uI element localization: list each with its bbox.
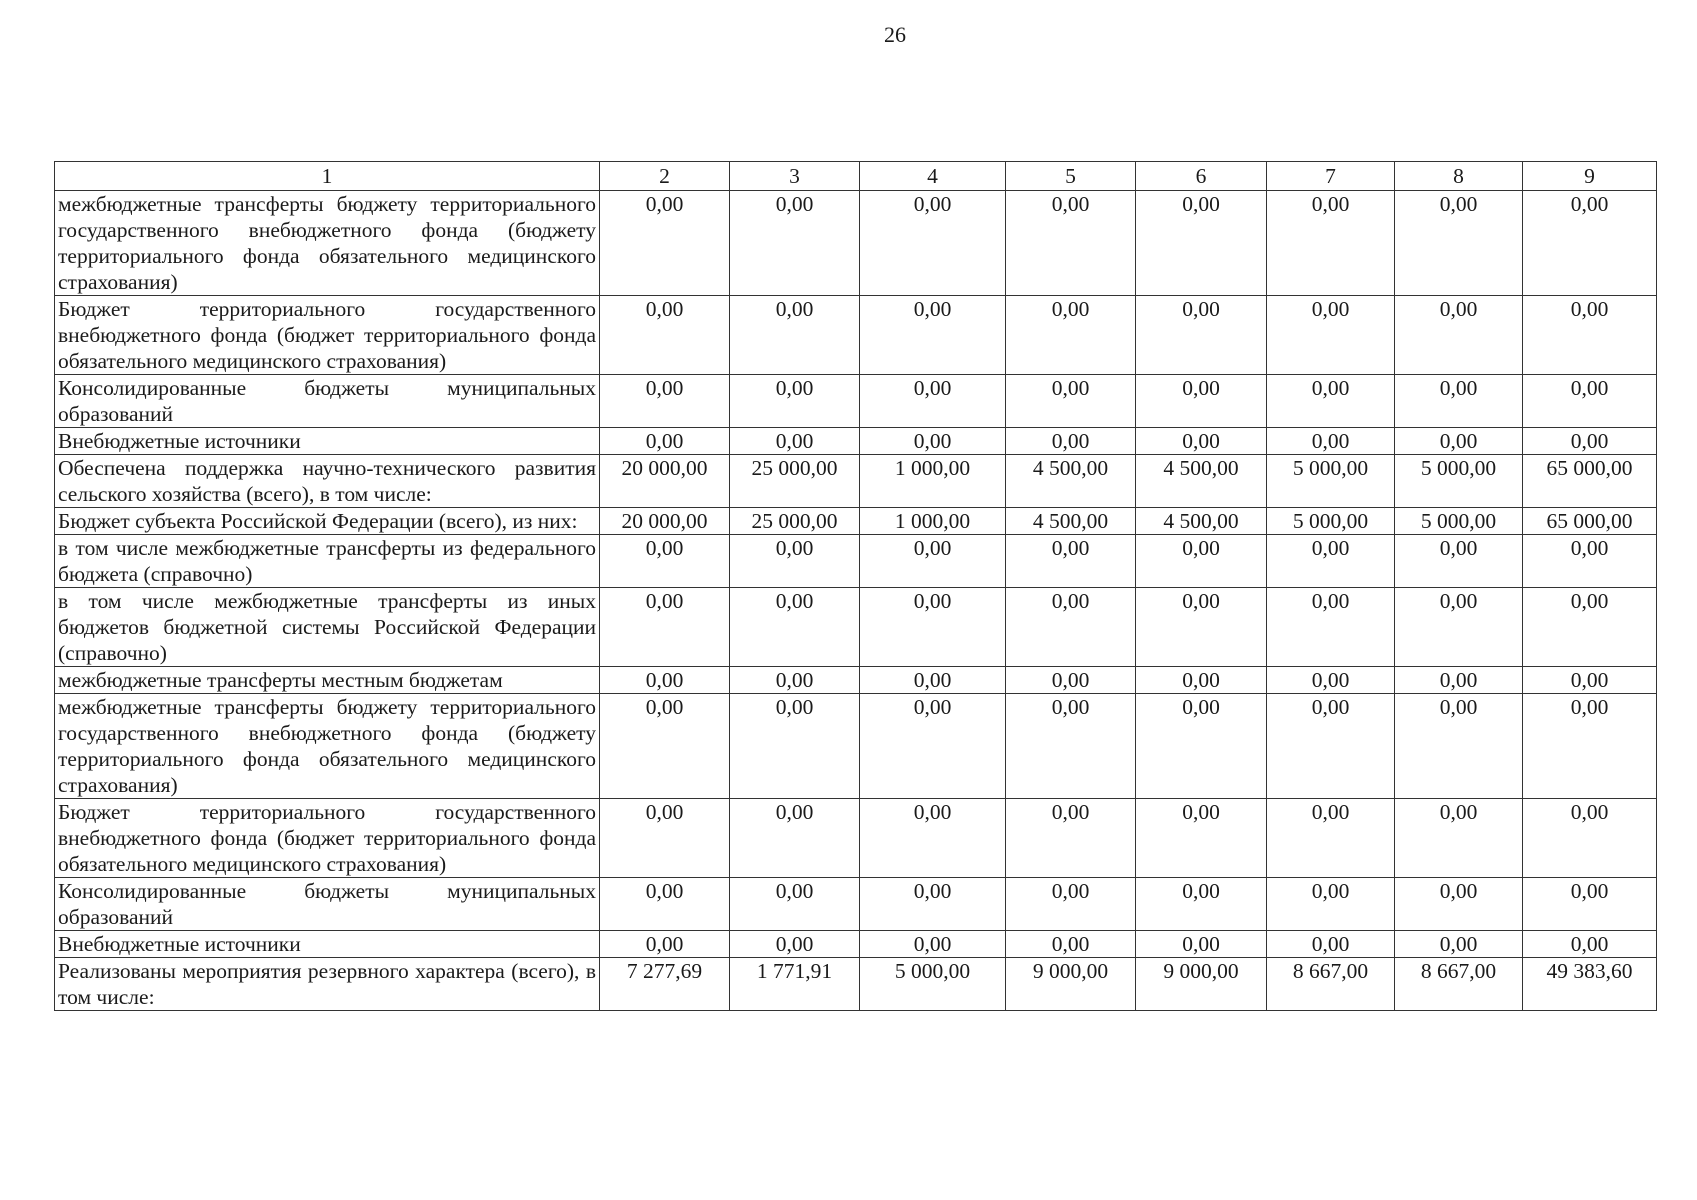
table-row: [55, 588, 1657, 667]
value-cell: 0,00: [1395, 296, 1523, 375]
value-cell: 0,00: [860, 799, 1006, 878]
value-cell: 65 000,00: [1523, 455, 1657, 508]
value-cell: 0,00: [1523, 375, 1657, 428]
value-cell: 0,00: [730, 296, 860, 375]
table-row: [55, 455, 1657, 508]
table-row: [55, 694, 1657, 799]
value-cell: 0,00: [860, 191, 1006, 296]
value-cell: 0,00: [860, 375, 1006, 428]
value-cell: 0,00: [730, 667, 860, 694]
value-cell: 0,00: [600, 878, 730, 931]
value-cell: 0,00: [1006, 878, 1136, 931]
value-cell: 0,00: [1267, 535, 1395, 588]
value-cell: 0,00: [1006, 191, 1136, 296]
value-cell: 0,00: [730, 375, 860, 428]
value-cell: 0,00: [1136, 191, 1267, 296]
value-cell: 0,00: [1523, 931, 1657, 958]
value-cell: 0,00: [1523, 191, 1657, 296]
value-cell: 25 000,00: [730, 455, 860, 508]
value-cell: 0,00: [860, 931, 1006, 958]
value-cell: 0,00: [600, 375, 730, 428]
column-header-1: 1: [55, 162, 600, 191]
value-cell: 65 000,00: [1523, 508, 1657, 535]
table-row: [55, 878, 1657, 931]
value-cell: 0,00: [860, 428, 1006, 455]
row-label: Внебюджетные источники: [55, 428, 600, 455]
value-cell: 0,00: [1267, 799, 1395, 878]
row-label: в том числе межбюджетные трансферты из иных бюджетов бюджетной системы Российской Федерации (справочно): [55, 588, 600, 667]
value-cell: 1 771,91: [730, 958, 860, 1011]
value-cell: 0,00: [730, 191, 860, 296]
value-cell: 0,00: [1395, 588, 1523, 667]
table-row: [55, 958, 1657, 1011]
row-label: межбюджетные трансферты местным бюджетам: [55, 667, 600, 694]
value-cell: 0,00: [730, 428, 860, 455]
value-cell: 0,00: [600, 296, 730, 375]
value-cell: 0,00: [600, 191, 730, 296]
column-header-3: 3: [730, 162, 860, 191]
value-cell: 0,00: [1136, 667, 1267, 694]
column-header-2: 2: [600, 162, 730, 191]
value-cell: 0,00: [1006, 375, 1136, 428]
row-label: Консолидированные бюджеты муниципальных образований: [55, 375, 600, 428]
value-cell: 0,00: [1136, 428, 1267, 455]
value-cell: 0,00: [1523, 296, 1657, 375]
value-cell: 0,00: [1136, 878, 1267, 931]
budget-table: [54, 161, 1657, 1011]
value-cell: 5 000,00: [1395, 508, 1523, 535]
value-cell: 0,00: [1267, 878, 1395, 931]
value-cell: 0,00: [860, 667, 1006, 694]
value-cell: 0,00: [1267, 588, 1395, 667]
value-cell: 0,00: [1267, 694, 1395, 799]
table-row: [55, 931, 1657, 958]
row-label: межбюджетные трансферты бюджету территориального государственного внебюджетного фонда (бюджету территориального фонда обязательного медицинского страхования): [55, 694, 600, 799]
value-cell: 0,00: [1006, 296, 1136, 375]
value-cell: 0,00: [600, 428, 730, 455]
column-header-6: 6: [1136, 162, 1267, 191]
value-cell: 4 500,00: [1006, 508, 1136, 535]
table-row: [55, 667, 1657, 694]
value-cell: 0,00: [730, 799, 860, 878]
value-cell: 0,00: [1267, 931, 1395, 958]
value-cell: 0,00: [730, 535, 860, 588]
value-cell: 5 000,00: [1395, 455, 1523, 508]
value-cell: 0,00: [1006, 535, 1136, 588]
value-cell: 0,00: [1395, 375, 1523, 428]
value-cell: 4 500,00: [1136, 508, 1267, 535]
value-cell: 0,00: [1267, 296, 1395, 375]
value-cell: 0,00: [730, 694, 860, 799]
row-label: Бюджет субъекта Российской Федерации (всего), из них:: [55, 508, 600, 535]
column-header-5: 5: [1006, 162, 1136, 191]
table-body: [55, 191, 1657, 1011]
column-header-9: 9: [1523, 162, 1657, 191]
value-cell: 0,00: [1395, 878, 1523, 931]
value-cell: 0,00: [1136, 588, 1267, 667]
table-row: [55, 799, 1657, 878]
value-cell: 0,00: [1523, 428, 1657, 455]
value-cell: 0,00: [1267, 191, 1395, 296]
page-number: 26: [884, 22, 906, 47]
value-cell: 25 000,00: [730, 508, 860, 535]
value-cell: 8 667,00: [1395, 958, 1523, 1011]
value-cell: 20 000,00: [600, 455, 730, 508]
row-label: в том числе межбюджетные трансферты из федерального бюджета (справочно): [55, 535, 600, 588]
row-label: межбюджетные трансферты бюджету территориального государственного внебюджетного фонда (бюджету территориального фонда обязательного медицинского страхования): [55, 191, 600, 296]
value-cell: 0,00: [1523, 694, 1657, 799]
value-cell: 0,00: [1006, 931, 1136, 958]
row-label: Реализованы мероприятия резервного характера (всего), в том числе:: [55, 958, 600, 1011]
budget-table-container: [54, 161, 1656, 1011]
value-cell: 4 500,00: [1136, 455, 1267, 508]
value-cell: 0,00: [600, 588, 730, 667]
value-cell: 0,00: [1523, 878, 1657, 931]
value-cell: 0,00: [1136, 375, 1267, 428]
value-cell: 0,00: [1395, 667, 1523, 694]
value-cell: 0,00: [1523, 799, 1657, 878]
value-cell: 0,00: [1523, 535, 1657, 588]
value-cell: 7 277,69: [600, 958, 730, 1011]
table-row: [55, 428, 1657, 455]
value-cell: 0,00: [860, 694, 1006, 799]
value-cell: 0,00: [860, 878, 1006, 931]
table-row: [55, 508, 1657, 535]
value-cell: 0,00: [600, 667, 730, 694]
value-cell: 0,00: [1136, 931, 1267, 958]
column-header-7: 7: [1267, 162, 1395, 191]
value-cell: 0,00: [1523, 667, 1657, 694]
value-cell: 0,00: [1523, 588, 1657, 667]
value-cell: 0,00: [600, 799, 730, 878]
column-header-8: 8: [1395, 162, 1523, 191]
value-cell: 0,00: [860, 296, 1006, 375]
row-label: Консолидированные бюджеты муниципальных образований: [55, 878, 600, 931]
value-cell: 0,00: [860, 535, 1006, 588]
value-cell: 1 000,00: [860, 508, 1006, 535]
value-cell: 8 667,00: [1267, 958, 1395, 1011]
value-cell: 0,00: [1267, 375, 1395, 428]
row-label: Бюджет территориального государственного внебюджетного фонда (бюджет территориального фонда обязательного медицинского страхования): [55, 799, 600, 878]
value-cell: 0,00: [1136, 694, 1267, 799]
value-cell: 9 000,00: [1136, 958, 1267, 1011]
value-cell: 0,00: [1006, 694, 1136, 799]
value-cell: 0,00: [730, 878, 860, 931]
value-cell: 0,00: [1006, 428, 1136, 455]
value-cell: 0,00: [730, 588, 860, 667]
value-cell: 5 000,00: [1267, 455, 1395, 508]
value-cell: 0,00: [1395, 799, 1523, 878]
value-cell: 0,00: [730, 931, 860, 958]
value-cell: 0,00: [600, 535, 730, 588]
value-cell: 20 000,00: [600, 508, 730, 535]
value-cell: 1 000,00: [860, 455, 1006, 508]
value-cell: 0,00: [1136, 799, 1267, 878]
value-cell: 49 383,60: [1523, 958, 1657, 1011]
column-header-4: 4: [860, 162, 1006, 191]
header-row: [55, 162, 1657, 191]
value-cell: 0,00: [1395, 694, 1523, 799]
row-label: Обеспечена поддержка научно-технического развития сельского хозяйства (всего), в том числе:: [55, 455, 600, 508]
value-cell: 0,00: [1395, 931, 1523, 958]
value-cell: 9 000,00: [1006, 958, 1136, 1011]
value-cell: 0,00: [1136, 296, 1267, 375]
value-cell: 0,00: [1395, 428, 1523, 455]
value-cell: 0,00: [1267, 428, 1395, 455]
value-cell: 5 000,00: [1267, 508, 1395, 535]
value-cell: 5 000,00: [860, 958, 1006, 1011]
value-cell: 0,00: [1267, 667, 1395, 694]
row-label: Бюджет территориального государственного внебюджетного фонда (бюджет территориального фонда обязательного медицинского страхования): [55, 296, 600, 375]
table-row: [55, 296, 1657, 375]
value-cell: 0,00: [1395, 535, 1523, 588]
value-cell: 0,00: [1006, 799, 1136, 878]
table-row: [55, 191, 1657, 296]
row-label: Внебюджетные источники: [55, 931, 600, 958]
value-cell: 0,00: [600, 931, 730, 958]
value-cell: 0,00: [1395, 191, 1523, 296]
value-cell: 0,00: [860, 588, 1006, 667]
value-cell: 0,00: [1006, 667, 1136, 694]
value-cell: 0,00: [600, 694, 730, 799]
value-cell: 4 500,00: [1006, 455, 1136, 508]
value-cell: 0,00: [1006, 588, 1136, 667]
value-cell: 0,00: [1136, 535, 1267, 588]
table-row: [55, 535, 1657, 588]
table-row: [55, 375, 1657, 428]
